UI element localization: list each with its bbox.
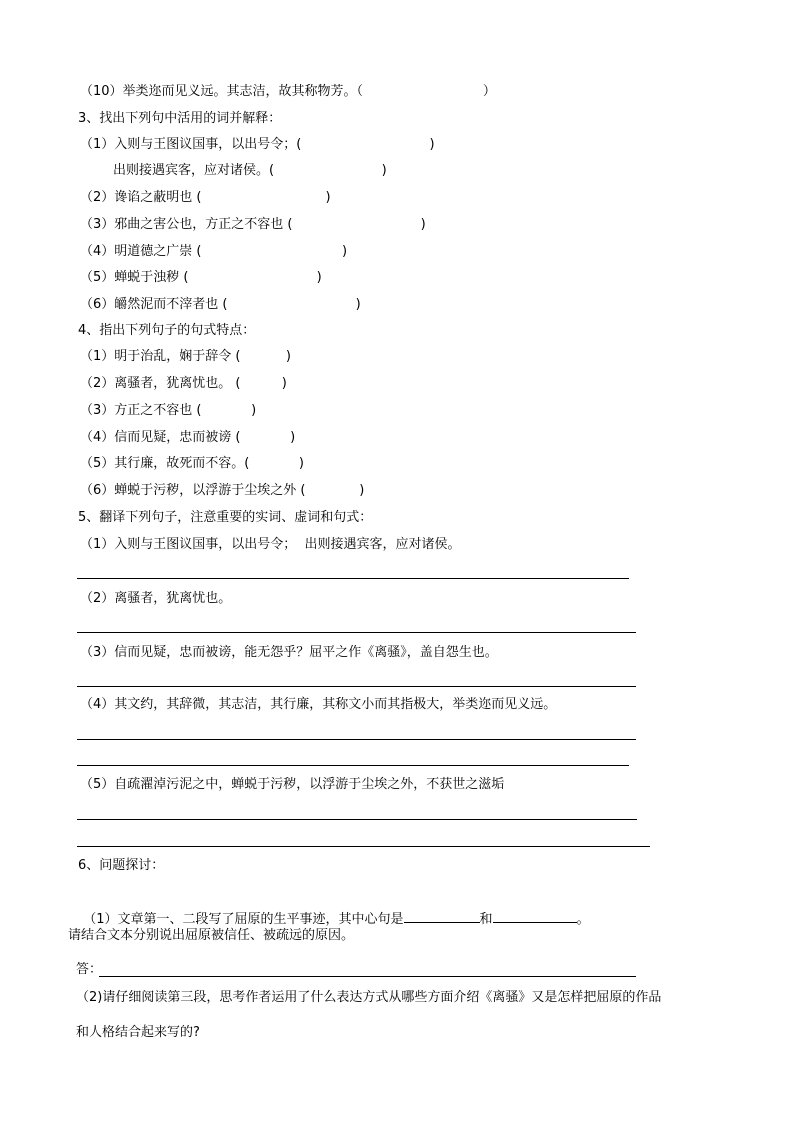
- section-6-item-2-cont: 和人格结合起来写的?: [76, 1025, 200, 1040]
- section-6-heading: 6、问题探讨：: [78, 858, 165, 873]
- item-10: （10）举类迩而见义远。其志洁，故其称物芳。（ ）: [80, 84, 496, 99]
- section-5-heading: 5、翻译下列句子，注意重要的实词、虚词和句式：: [78, 510, 373, 525]
- section-4-item-4: （4）信而见疑，忠而被谤 ( ): [80, 430, 296, 445]
- section-3-item-2: （2）谗谄之蔽明也 ( ): [80, 190, 331, 205]
- period: 。: [576, 912, 590, 927]
- answer-line-1[interactable]: [77, 578, 629, 579]
- section-6-item-2: （2)请仔细阅读第三段，思考作者运用了什么表达方式从哪些方面介绍《离骚》又是怎样把屈原的作品: [76, 990, 662, 1005]
- answer-line-3[interactable]: [77, 686, 636, 687]
- section-3-heading: 3、找出下列句中活用的词并解释：: [78, 111, 282, 126]
- answer-line-6[interactable]: [99, 976, 636, 977]
- blank-center-sentence-1[interactable]: [404, 909, 480, 923]
- answer-line-5a[interactable]: [77, 819, 637, 820]
- section-4-item-6: （6）蝉蜕于污秽，以浮游于尘埃之外 ( ): [80, 483, 365, 498]
- section-5-item-2: （2）离骚者，犹离忧也。: [80, 591, 232, 606]
- section-3-item-6: （6）皭然泥而不滓者也 ( ): [80, 297, 361, 312]
- section-4-item-3: （3）方正之不容也 ( ): [80, 403, 257, 418]
- section-6-item-1: [75, 893, 590, 928]
- answer-label: 答：: [76, 962, 103, 977]
- conjunction: 和: [479, 912, 493, 927]
- answer-line-5b[interactable]: [77, 846, 650, 847]
- section-6-item-1-prompt: 请结合文本分别说出屈原被信任、被疏远的原因。: [68, 928, 355, 943]
- section-3-item-4: （4）明道德之广崇 ( ): [80, 244, 348, 259]
- section-3-item-1b: 出则接遇宾客，应对诸侯。( ): [80, 163, 387, 178]
- section-5-item-1: （1）入则与王图议国事，以出号令； 出则接遇宾客，应对诸侯。: [80, 537, 461, 552]
- section-4-heading: 4、指出下列句子的句式特点：: [78, 323, 256, 338]
- section-3-item-5: （5）蝉蜕于浊秽 ( ): [80, 270, 322, 285]
- blank-center-sentence-2[interactable]: [493, 909, 577, 923]
- section-4-item-1: （1）明于治乱，娴于辞令 ( ): [80, 349, 292, 364]
- answer-line-2[interactable]: [77, 632, 636, 633]
- answer-line-4b[interactable]: [77, 765, 629, 766]
- question-text: （1）文章第一、二段写了屈原的生平事迹，其中心句是: [83, 912, 404, 927]
- section-3-item-3: （3）邪曲之害公也，方正之不容也 ( ): [80, 217, 426, 232]
- section-4-item-2: （2）离骚者，犹离忧也。 ( ): [80, 376, 287, 391]
- section-5-item-4: （4）其文约，其辞微，其志洁，其行廉，其称文小而其指极大，举类迩而见义远。: [80, 697, 557, 712]
- section-3-item-1a: （1）入则与王图议国事，以出号令；( ): [80, 137, 435, 152]
- section-5-item-3: （3）信而见疑，忠而被谤，能无怨乎？屈平之作《离骚》，盖自怨生也。: [80, 645, 498, 660]
- answer-line-4a[interactable]: [77, 739, 636, 740]
- section-5-item-5: （5）自疏濯淖污泥之中，蝉蜕于污秽，以浮游于尘埃之外，不获世之滋垢: [80, 777, 505, 792]
- section-4-item-5: （5）其行廉，故死而不容。( ): [80, 456, 305, 471]
